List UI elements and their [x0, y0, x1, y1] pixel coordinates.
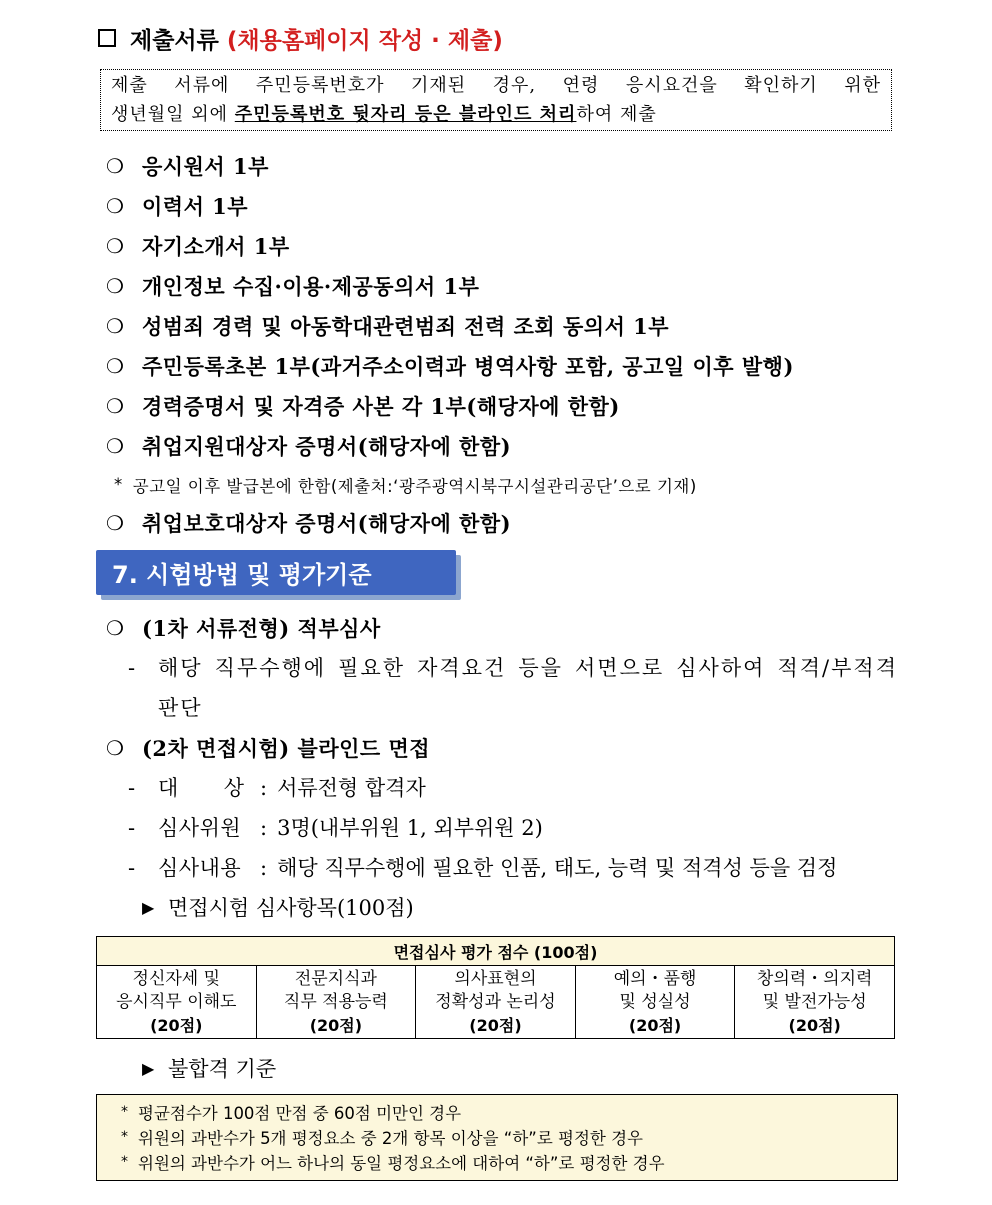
- heading-subtitle: (채용홈페이지 작성 · 제출): [226, 27, 503, 54]
- cell-points: (20점): [788, 1015, 841, 1035]
- cell-line-2: 응시직무 이해도: [116, 991, 237, 1012]
- score-cell: [416, 966, 576, 1039]
- list-item: [121, 1099, 897, 1124]
- heading-title: 제출서류: [130, 27, 219, 54]
- circle-bullet-icon: ❍: [106, 274, 125, 298]
- asterisk-icon: *: [121, 1128, 128, 1145]
- stage-1-label: (1차 서류전형) 적부심사: [142, 616, 381, 641]
- circle-bullet-icon: ❍: [106, 154, 125, 178]
- list-item: [106, 346, 906, 386]
- circle-bullet-icon: ❍: [106, 511, 125, 535]
- target-key-part-2: 상: [223, 776, 244, 800]
- dash-icon: -: [128, 856, 136, 880]
- section-7-banner: 7. 시험방법 및 평가기준: [96, 550, 456, 595]
- documents-list: [106, 146, 906, 543]
- stage-2-label: (2차 면접시험) 블라인드 면접: [142, 736, 431, 761]
- cell-line-1: 예의・품행: [613, 968, 697, 989]
- cell-line-2: 및 발전가능성: [762, 991, 867, 1012]
- list-item: [106, 226, 906, 266]
- cell-line-1: 정신자세 및: [132, 968, 221, 989]
- cell-line-1: 의사표현의: [454, 968, 537, 989]
- colon: :: [260, 776, 268, 800]
- section-heading: [98, 18, 503, 58]
- circle-bullet-icon: ❍: [106, 394, 125, 418]
- score-cell: [97, 966, 257, 1039]
- score-cell: [256, 966, 416, 1039]
- colon: :: [260, 856, 268, 880]
- cell-points: (20점): [469, 1015, 522, 1035]
- target-key-part-1: 대: [158, 776, 179, 800]
- document-label: 취업보호대상자 증명서(해당자에 한함): [142, 511, 512, 536]
- list-item: [121, 1149, 897, 1174]
- score-cell: [735, 966, 895, 1039]
- score-cell: [575, 966, 735, 1039]
- fail-label-text: 불합격 기준: [168, 1057, 277, 1081]
- notice-box: [100, 69, 892, 131]
- document-label: 응시원서 1부: [142, 154, 269, 179]
- stage-1-title: [106, 608, 906, 648]
- document-label: 취업지원대상자 증명서(해당자에 한함): [142, 434, 512, 459]
- asterisk-icon: *: [114, 475, 123, 494]
- target-key: [158, 768, 244, 808]
- score-table: [96, 936, 895, 1039]
- cell-points: (20점): [628, 1015, 682, 1035]
- stage-2-content: [106, 848, 906, 888]
- list-item: [106, 306, 906, 346]
- table-header: 면접심사 평가 점수 (100점): [97, 937, 895, 966]
- document-label: 주민등록초본 1부(과거주소이력과 병역사항 포함, 공고일 이후 발행): [142, 354, 794, 379]
- asterisk-icon: *: [121, 1153, 128, 1170]
- section-7-content: [106, 608, 906, 928]
- list-item: [106, 186, 906, 226]
- document-label: 개인정보 수집·이용·제공동의서 1부: [142, 274, 480, 299]
- cell-line-1: 창의력・의지력: [756, 968, 873, 989]
- interview-items-text: 면접시험 심사항목(100점): [168, 896, 414, 920]
- list-item: [106, 266, 906, 306]
- cell-line-2: 직무 적용능력: [283, 991, 388, 1012]
- list-item: [106, 426, 906, 466]
- notice-line-1: 제출 서류에 주민등록번호가 기재된 경우, 연령 응시요건을 확인하기 위한: [111, 75, 881, 96]
- cell-line-1: 전문지식과: [294, 968, 377, 989]
- stage-2-target: [106, 768, 906, 808]
- colon: :: [260, 816, 268, 840]
- fail-criteria-box: [96, 1094, 898, 1181]
- document-label: 자기소개서 1부: [142, 234, 290, 259]
- stage-2-members: [106, 808, 906, 848]
- circle-bullet-icon: ❍: [106, 194, 125, 218]
- document-footnote: [106, 466, 906, 503]
- content-value: 해당 직무수행에 필요한 인품, 태도, 능력 및 적격성 등을 검정: [277, 856, 838, 880]
- stage-2-title: [106, 728, 906, 768]
- triangle-bullet-icon: ▶: [142, 1058, 155, 1078]
- asterisk-icon: *: [121, 1103, 128, 1120]
- list-item: [106, 146, 906, 186]
- circle-bullet-icon: ❍: [106, 234, 125, 258]
- fail-item-text: 평균점수가 100점 만점 중 60점 미만인 경우: [138, 1103, 462, 1123]
- notice-line-2-pre: 생년월일 외에: [111, 104, 235, 125]
- document-label: 이력서 1부: [142, 194, 249, 219]
- dash-icon: -: [128, 816, 136, 840]
- circle-bullet-icon: ❍: [106, 314, 125, 338]
- notice-emphasis: 주민등록번호 뒷자리 등은 블라인드 처리: [234, 104, 577, 125]
- list-item: [121, 1124, 897, 1149]
- cell-line-2: 정확성과 논리성: [435, 991, 556, 1012]
- fail-criteria-label: [142, 1048, 276, 1088]
- interview-items-label: [106, 888, 906, 928]
- footnote-text: 공고일 이후 발급본에 한함(제출처:‘광주광역시북구시설관리공단’으로 기재): [132, 476, 697, 496]
- dash-icon: -: [128, 776, 136, 800]
- cell-line-2: 및 성실성: [619, 991, 691, 1012]
- target-value: 서류전형 합격자: [277, 776, 426, 800]
- content-key: 심사내용: [158, 856, 242, 880]
- document-label: 경력증명서 및 자격증 사본 각 1부(해당자에 한함): [142, 394, 620, 419]
- list-item: [106, 386, 906, 426]
- dash-icon: -: [128, 656, 136, 680]
- stage-1-desc-text: 해당 직무수행에 필요한 자격요건 등을 서면으로 심사하여 적격/부적격 판단: [158, 656, 898, 720]
- triangle-bullet-icon: ▶: [142, 898, 155, 917]
- table-header-row: [97, 937, 895, 966]
- document-label: 성범죄 경력 및 아동학대관련범죄 전력 조회 동의서 1부: [142, 314, 670, 339]
- table-row: [97, 966, 895, 1039]
- notice-line-2: [111, 100, 881, 129]
- cell-points: (20점): [150, 1015, 203, 1035]
- list-item: [106, 503, 906, 543]
- cell-points: (20점): [309, 1015, 363, 1035]
- fail-item-text: 위원의 과반수가 5개 평정요소 중 2개 항목 이상을 “하”로 평정한 경우: [138, 1128, 643, 1148]
- stage-1-description: [106, 648, 906, 728]
- members-key: 심사위원: [158, 816, 242, 840]
- circle-bullet-icon: ❍: [106, 354, 125, 378]
- circle-bullet-icon: ❍: [106, 736, 125, 760]
- members-value: 3명(내부위원 1, 외부위원 2): [277, 816, 543, 840]
- checkbox-square-icon: [98, 29, 116, 47]
- fail-item-text: 위원의 과반수가 어느 하나의 동일 평정요소에 대하여 “하”로 평정한 경우: [138, 1153, 665, 1173]
- circle-bullet-icon: ❍: [106, 616, 125, 640]
- circle-bullet-icon: ❍: [106, 434, 125, 458]
- notice-line-2-post: 하여 제출: [576, 104, 657, 125]
